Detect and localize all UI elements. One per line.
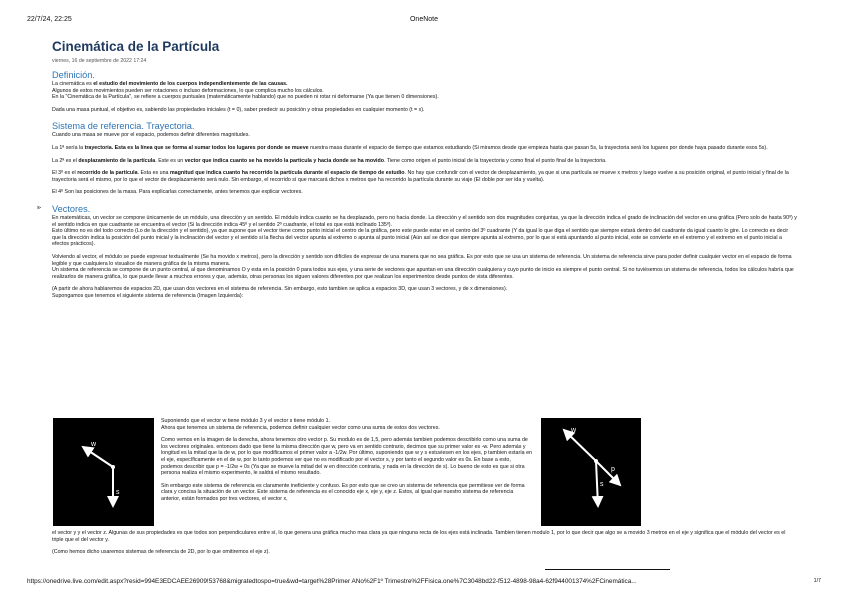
print-footer <box>27 578 821 588</box>
definicion-line-4: Dada una masa puntual, el objetivo es, sabiendo las propiedades iniciales (t = 0), saber predecir su posición y otras propiedades en cualquier momento (t = x). <box>52 106 425 113</box>
page-title: Cinemática de la Partícula <box>52 39 220 54</box>
figure-vector-p <box>541 418 641 526</box>
definicion-line-2: Algunos de estos movimientos pueden ser rotaciones o incluso deformaciones, lo que complica mucho los cálculos. <box>52 87 324 94</box>
definicion-line-3: En la "Cinemática de la Partícula", se refiere a cuerpos puntuales (matemáticamente hablando) que no pueden ni rotar ni deformarse (Ya que tienen 0 dimensiones). <box>52 94 439 101</box>
label-w-right: w <box>571 427 577 434</box>
vectores-p4: Un sistema de referencia se compone de un punto central, al que denominamos O y esta en la posición 0 para todos sus ejes, y una serie de vectores que apuntan en una dirección cualquiera y cuyo punto de inicio es siempre el punto central. Si no tuviésemos un sistema de referencia, todos los cálculos habría que realizarlos de manera gráfica, lo que puede llevar a muchos errores y que, además, otras personas los siguen valores diferentes por que realizan los experimentos desde puntos de vista diferentes. <box>52 267 794 280</box>
print-page-number: 1/7 <box>813 578 821 584</box>
figure-reference-system-svg <box>53 418 154 526</box>
page-date: viernes, 16 de septiembre de 2022 17:24 <box>52 58 147 64</box>
vectores-m5: el vector y y el vector z. Algunas de sus propiedades es que todos son perpendiculares entre sí, lo que genera una gráfica mucho mas clara ya que ninguna recta de los ejes está inclinada. Tambien tienen modulo 1, por lo que decir que algo se a movido 3 metros en el eje y significa que el módulo del vector es el triple que el del vector y. <box>52 530 786 543</box>
sistema-posiciones: El 4º Son las posiciones de la masa. Para explicarlas correctamente, antes tenemos que explicar vectores. <box>52 189 303 196</box>
vectores-p5a: (A partir de ahora hablaremos de espacios 2D, que usan dos vectores en el sistema de referencia. Sin embargo, esto tambien se aplica a espacios 3D, que usan 3 vectores, y de x dimensiones). <box>52 286 508 293</box>
heading-definicion: Definición. <box>52 70 95 80</box>
sistema-intro: Cuando una masa se mueve por el espacio, podemos definir diferentes magnitudes. <box>52 132 250 139</box>
vectores-bottom <box>52 530 797 556</box>
vectores-middle-column <box>161 418 533 503</box>
sistema-desplazamiento: La 2ª es el desplazamiento de la partícula. Este es un vector que indica cuanto se ha movido la partícula y hacia donde se ha movido. Tiene como origen el punto inicial de la trayectoria y como final el punto final de la trayectoria. <box>52 157 607 164</box>
print-url[interactable]: https://onedrive.live.com/edit.aspx?resid=994E3EDCAEE26909!53768&migratedtospo=true&wd=target%28Primer AÑo%2F1º Trimestre%2FFisica.one%7C3048bd22-f512-4898-98a4-62f944001374%2FCinemática... <box>27 578 637 585</box>
vectores-p5b: Supongamos que tenemos el siguiente sistema de referencia (Imagen Izquierda): <box>52 292 244 299</box>
sistema-trayectoria: La 1ª sería la trayectoria. Esta es la línea que se forma al sumar todos los lugares por donde se mueve nuestra masa durante el espacio de tiempo que estamos estudiando (Si miramos desde que empieza hasta que pasan 5s, la trayectoria será los lugares por donde haya pasado durante esos 5s). <box>52 144 768 151</box>
vectores-m1: Suponiendo que el vector w tiene módulo 3 y el vector s tiene módulo 1. <box>161 418 331 424</box>
heading-sistema: Sistema de referencia. Trayectoria. <box>52 121 195 132</box>
vectores-m3: Como vemos en la imagen de la derecha, ahora tenemos otro vector p. Su modulo es de 1,5, pero además tambien podemos describirlo como una suma de los vectores originales. entonces dado que tiene la misma dirección que w, pero va en sentido contrario, decimos que su primer valor es -w. Pero además y longitud es la mitad que la de w, por lo que modificamos el primer valor a -1/2w. Por último, suponiendo que w y s estuviesen en los ejes, p tambien estaría en el eje, específicamente en el de w, por lo tanto podemos ver que no es modificado por el vector s, y por tanto el segundo valor es 0s. En base a esto, podemos describir que p = -1/2w + 0s (Ya que se mueve la mitad del w en dirección contraria, y nada en la dirección de s). Lo bueno de esto es que si otra persona realiza el mismo experimento, le saldrá el mismo resultado. <box>161 437 532 477</box>
vectores-m6: (Como hemos dicho usaremos sistemas de referencia de 2D, por lo que omitiremos el eje z). <box>52 549 270 556</box>
collapse-arrow-icon[interactable]: ⪢ <box>37 203 41 211</box>
figure-vector-p-svg <box>541 418 641 526</box>
vectores-p2: Esto último no es del todo correcto (Lo de la dirección y el sentido), ya que supone que el vector tiene como punto inicial el centro de la gráfica, pero este puede estar en el centro del 3º cuadrante (Y da igual lo que diga el sentido que siempre estará dentro del cuadrante da igual cuanto lo gire. Lo correcto es decir que la dirección indica la posición del punto inicial y la inclinación del vector y el sentido si la flecha del vector apunta al extremo o apunta al punto inicial (Aún así se dice que siempre apunta al extremo, por lo que si está apuntando al punto inicial, este se convierte en el extremo y el extremo en el punto inicial a efectos prácticos). <box>52 228 789 248</box>
footer-divider <box>545 569 670 570</box>
label-w: w <box>91 441 97 448</box>
sistema-recorrido: El 3º es el recorrido de la partícula. Esta es una magnitud que indica cuanto ha recorrido la partícula durante el espacio de tiempo de estudio. No hay que confundir con el vector de desplazamiento, ya que si una partícula se mueve x metros y luego vuelve a su posición original, el punto inicial y final de la trayectoria será el mismo, por lo que el vector de desplazamiento será nulo. Sin embargo, el recorrido sí que marcará dichos x metros que ha recorrido la partícula durante su viaje (El doble por ser ida y vuelta). <box>52 170 789 183</box>
print-header <box>27 16 821 26</box>
vectores-p3: Volviendo al vector, el módulo se puede expresar textualmente (Se ha movido x metros), pero la dirección y sentido son difíciles de expresar de una manera que no sea gráfica. Es por esto que se usa un sistema de referencia. Un sistema de referencia sirve para poder definir cualquier vector en el espacio de forma legible y que cualquiera lo visualice de manera gráfica de la misma manera. <box>52 253 792 267</box>
vector-w-right <box>564 430 596 461</box>
print-datetime: 22/7/24, 22:25 <box>27 16 72 23</box>
label-p: p <box>611 466 615 473</box>
page-content <box>37 38 797 299</box>
definicion-line-1: La cinemática es el estudio del movimiento de los cuerpos independientemente de las causas. <box>52 81 288 87</box>
label-s-right: s <box>600 481 604 488</box>
vector-s-right <box>596 461 598 506</box>
print-app-name: OneNote <box>409 16 439 23</box>
vectores-m4: Sin embargo este sistema de referencia es claramente ineficiente y confuso. Es por esto que se creo un sistema de referencia que permitiese ver de forma clara y concisa la situación de un vector. Este sistema de referencia es el conocido eje x, eje y, eje z. Estos, al igual que nuestro sistema de referencia anterior, están formados por tres vectores, el vector x, <box>161 482 525 502</box>
heading-vectores: Vectores. <box>52 203 91 214</box>
figure-reference-system <box>53 418 154 526</box>
vector-w <box>83 447 113 467</box>
vectores-m2: Ahora que tenemos un sistema de referencia, podemos definir cualquier vector como una suma de estos dos vectores. <box>161 424 440 431</box>
vectores-p1: En matemáticas, un vector se compone únicamente de un módulo, una dirección y un sentido. El módulo indica cuanto se ha desplazado, pero no hacia donde. La dirección y el sentido son dos magnitudes conjuntas, ya que la dirección indica el grado de inclinación del vector en una gráfica (Pero solo de hasta 90º) y el sentido indica en que cuadrante se encuentra el vector (Si la dirección indica 45º y el sentido 2º cuadrante, el total es que está inclinado 135º). <box>52 214 797 228</box>
label-s: s <box>116 489 120 496</box>
